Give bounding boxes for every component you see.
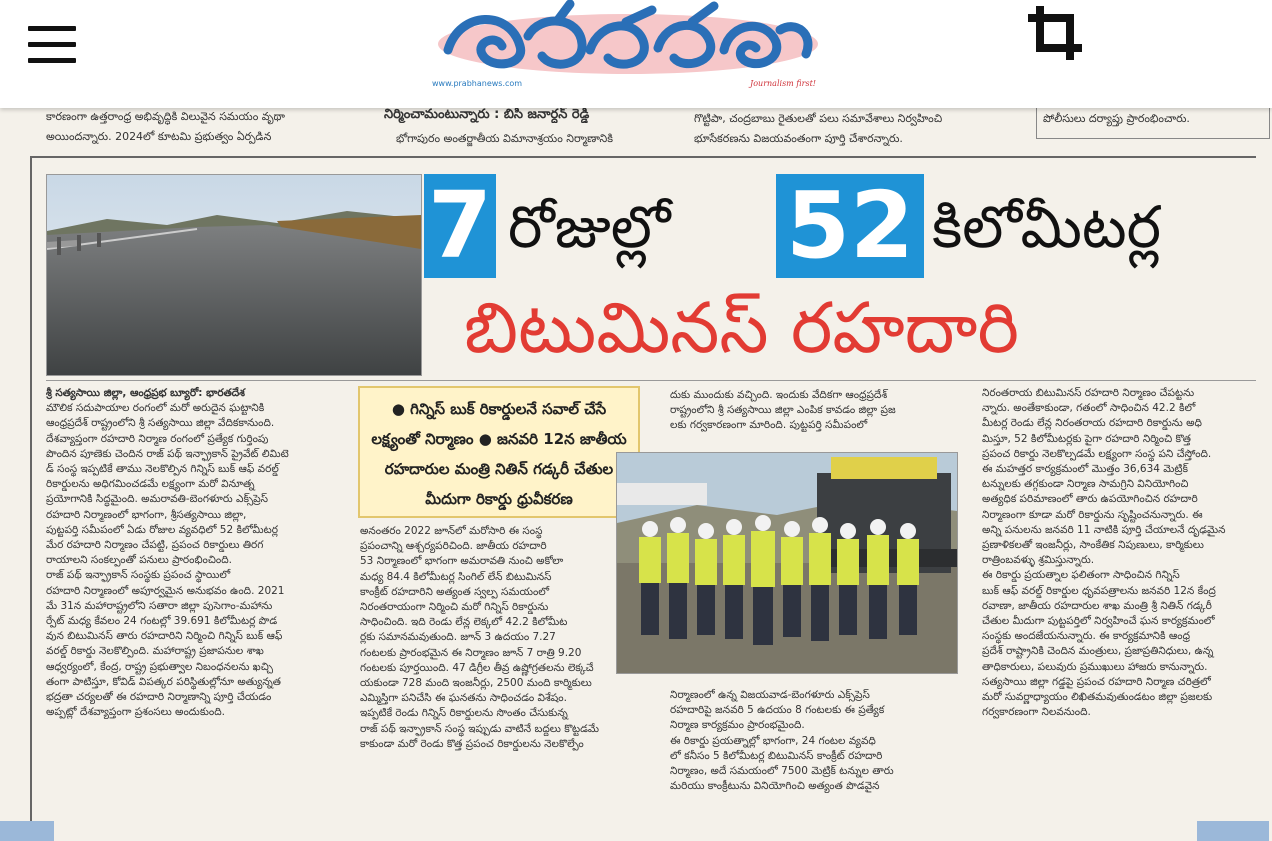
- column1-line: ఆధ్వర్యంలో, కేంద్ర, రాష్ట్ర ప్రభుత్వాల నిబంధనలను ఖచ్చి: [46, 660, 273, 673]
- column4-line: రవాణా, జాతీయ రహదారుల శాఖ మంత్రి శ్రీ నితిన్ గడ్కరీ: [982, 599, 1212, 612]
- app-header: [0, 0, 1272, 108]
- column1-line: పొందిన పూణెకు చెందిన రాజ్ పథ్ ఇన్ఫ్రాకాన్ ప్రైవేట్ లిమిటె: [46, 447, 289, 460]
- column4-line: చేతుల మీదుగా పుట్టపర్తిలో నిర్వహించే ఘన కార్యక్రమంలో: [982, 615, 1215, 628]
- column1-line: మౌలిక సదుపాయాల రంగంలో మరో అరుదైన ఘట్టానికి: [46, 402, 265, 415]
- crop-icon[interactable]: [1024, 2, 1088, 66]
- column1-line: వున బిటుమినస్ తారు రహదారిని నిర్మించి గిన్నిస్ బుక్ ఆఫ్: [46, 630, 283, 643]
- article-column-4: [982, 386, 1258, 826]
- logo-mark-icon: [430, 0, 826, 80]
- newspaper-page-image: [0, 108, 1272, 841]
- column1-line: శ్రీ సత్యసాయి జిల్లా, ఆంధ్రప్రభ బ్యూరో: భారతదేశ: [46, 387, 245, 399]
- column4-line: బుక్ ఆఫ్ వరల్డ్ రికార్డుల ధృవపత్రాలను జనవరి 12న కేంద్ర: [982, 584, 1216, 597]
- column2-line: గంటలకు ప్రారంభమైన ఈ నిర్మాణం జూన్ 7 రాత్రి 9.20: [360, 646, 582, 659]
- column4-line: అత్యధిక పరిమాణంలో తారు ఉపయోగించిన రహదారి: [982, 493, 1198, 506]
- top-right-snippet-1: గొట్టిపా, చంద్రబాబు రైతులతో పలు సమావేశాలు నిర్వహించి: [694, 112, 943, 125]
- section-divider: [30, 156, 1256, 158]
- column4-line: సంస్థకు అందజేయనున్నారు. ఈ కార్యక్రమానికి ఆంధ్ర: [982, 630, 1190, 643]
- column1-line: ప్రయోగానికి సిద్ధమైంది. అమరావతి-బెంగళూరు ఎక్స్‌ప్రెస్: [46, 493, 269, 506]
- top-left-snippet-1: కారణంగా ఉత్తరాంధ్ర అభివృద్ధికి విలువైన సమయం వృథా: [46, 110, 285, 123]
- column4-line: ప్రపంచ రికార్డు నెలకొల్పడమే లక్ష్యంగా సంస్థ పని చేస్తోంది.: [982, 447, 1212, 460]
- column3-line: రహదారిపై జనవరి 5 ఉదయం 8 గంటలకు ఈ ప్రత్యేక: [670, 704, 885, 717]
- top-left-snippet-2: అయిందన్నారు. 2024లో కూటమి ప్రభుత్వం ఏర్పడిన: [46, 130, 272, 143]
- right-edge-handle[interactable]: [1197, 821, 1269, 841]
- column2-line: కాకుండా మరో రెండు కొత్త ప్రపంచ రికార్డులను నెలకొల్పేం: [360, 737, 584, 750]
- column3-line: లకు గర్వకారణంగా మారింది. పుట్టపర్తి సమీపంలో: [670, 419, 868, 432]
- column2-line: ర్లకు సమానమవుతుంది. జూన్ 3 ఉదయం 7.27: [360, 631, 556, 644]
- callout-line: లక్ష్యంతో నిర్మాణం ● జనవరి 12న జాతీయ: [371, 430, 627, 448]
- column2-line: ప్రపంచాన్ని ఆశ్చర్యపరిచింది. జాతీయ రహదారి: [360, 540, 547, 553]
- column2-line: సాధించింది. ఇది రెండు లేన్ల లెక్కలో 42.2 కిలోమీట: [360, 616, 568, 629]
- highlight-callout-box: [358, 386, 640, 518]
- top-right-snippet-2: భూసేకరణను విజయవంతంగా పూర్తి చేశారన్నారు.: [694, 132, 903, 145]
- column2-line: 53 నిర్మాణంలో భాగంగా అమరావతి నుంచి అకోలా: [360, 555, 564, 568]
- column3-line: మరియు కాంక్రీటును వినియోగించి అత్యంత పొడవైన: [670, 780, 880, 793]
- column4-line: గర్వకారణంగా నిలవనుంది.: [982, 706, 1091, 719]
- road-photo: [46, 174, 422, 376]
- logo-url: www.prabhanews.com: [432, 79, 523, 88]
- article-column-3-top: [670, 388, 970, 448]
- headline-text-days: రోజుల్లో: [508, 193, 671, 261]
- column2-line: నిరంతరాయంగా నిర్మించి మరో గిన్నిస్ రికార్డును: [360, 601, 549, 614]
- left-column-rule: [30, 156, 32, 841]
- headline-text-km: కిలోమీటర్ల: [932, 193, 1162, 261]
- headline-number-days: 7: [424, 174, 496, 278]
- column4-line: ప్రణాళికలతో ఇంజనీర్లు, సాంకేతిక నిపుణులు, కార్మికులు: [982, 539, 1204, 552]
- column4-line: నిరంతరాయ బిటుమినస్ రహదారి నిర్మాణం చేపట్టను: [982, 387, 1195, 399]
- headline-line2: బిటుమినస్ రహదారి: [464, 287, 1019, 369]
- column3-line: రాష్ట్రంలోని శ్రీ సత్యసాయి జిల్లా ఎంపిక కావడం జిల్లా ప్రజ: [670, 404, 896, 417]
- column3-line: నిర్మాణం, అదే సమయంలో 7500 మెట్రిక్ టన్నుల తారు: [670, 765, 894, 778]
- newspaper-logo: [430, 0, 826, 92]
- column4-line: మరో సువర్ణాధ్యాయం లిఖితమవుతుండటం జిల్లా ప్రజలకు: [982, 691, 1213, 704]
- column4-line: ఈ మహత్తర కార్యక్రమంలో మొత్తం 36,634 మెట్రిక్: [982, 463, 1189, 476]
- column4-line: న్నారు. అంతేకాకుండా, గతంలో సాధించిన 42.2 కిలో: [982, 402, 1196, 415]
- column3-line: లో కనీసం 5 కిలోమీటర్ల బిటుమినస్ కాంక్రీట్ రహదారి: [670, 749, 883, 762]
- column2-line: గంటలకు పూర్తయింది. 47 డిగ్రీల తీవ్ర ఉష్ణోగ్రతలను లెక్కచే: [360, 661, 594, 674]
- headline-divider: [46, 380, 1256, 381]
- headline: [420, 170, 1272, 380]
- callout-line: రహదారుల మంత్రి నితిన్ గడ్కరీ చేతుల: [384, 460, 614, 478]
- column1-line: అప్పట్లో దేశవ్యాప్తంగా ప్రశంసలు అందుకుంది.: [46, 706, 226, 719]
- column3-line: నిర్మాణ కార్యక్రమం ప్రారంభమైంది.: [670, 719, 805, 732]
- column2-line: రాజ్ పథ్ ఇన్ఫ్రాకాన్ సంస్థ ఇప్పుడు వాటినే బద్దలు కొట్టడమే: [360, 722, 599, 735]
- column4-line: మీటర్ల రెండు లేన్ల నిరంతరాయ రహదారి రికార్డును అధి: [982, 417, 1202, 430]
- callout-line: మీదుగా రికార్డు ధ్రువీకరణ: [425, 490, 573, 508]
- column1-line: రహదారి నిర్మాణంలో అపూర్వమైన అనుభవం ఉంది. 2021: [46, 584, 285, 597]
- column1-line: రహదారి నిర్మాణంలో భాగంగా, శ్రీసత్యసాయి జిల్లా,: [46, 508, 247, 521]
- column3-line: దుకు ముందుకు వచ్చింది. ఇందుకు వేదికగా ఆంధ్రప్రదేశ్: [670, 389, 888, 401]
- column4-line: అన్ని పనులను జనవరి 11 నాటికి పూర్తి చేయాలనే దృఢమైన: [982, 523, 1226, 536]
- column1-line: ఆంధ్రప్రదేశ్ రాష్ట్రంలోని శ్రీ సత్యసాయి జిల్లా వేదికకానుంది.: [46, 417, 275, 430]
- column4-line: నిర్మాణంగా కూడా మరో రికార్డును సృష్టించనున్నారు. ఈ: [982, 508, 1203, 521]
- column1-line: మే 31న మహారాష్ట్రలోని సతారా జిల్లా పుసెగాం-మహాను: [46, 599, 273, 612]
- column4-line: ప్రదేశ్ రాష్ట్రానికి చెందిన మంత్రులు, ప్రజాప్రతినిధులు, ఉన్న: [982, 645, 1214, 658]
- column1-line: భద్రతా చర్యలతో ఈ రహదారి నిర్మాణాన్ని పూర్తి చేయడం: [46, 691, 272, 704]
- headline-number-km: 52: [776, 174, 924, 278]
- column3-line: నిర్మాణంలో ఉన్న విజయవాడ-బెంగళూరు ఎక్స్‌ప్రెస్: [670, 689, 870, 701]
- column1-line: రాయాలని సంకల్పంతో పనులు ప్రారంభించింది.: [46, 554, 232, 567]
- left-edge-handle[interactable]: [0, 821, 54, 841]
- logo-tagline: Journalism first!: [750, 79, 816, 88]
- column4-line: ఈ రికార్డు ప్రయత్నాల ఫలితంగా సాధించిన గిన్నిస్: [982, 569, 1180, 582]
- column1-line: దేశవ్యాప్తంగా రహదారి నిర్మాణ రంగంలో ప్రత్యేక గుర్తింపు: [46, 432, 269, 445]
- column2-line: అనంతరం 2022 జూన్‌లో మరోసారి ఈ సంస్థ: [360, 525, 543, 537]
- column2-line: ఇప్పటికే రెండు గిన్నిస్ రికార్డులను సొంతం చేసుకున్న: [360, 707, 568, 720]
- top-far-right-box: పోలీసులు దర్యాప్తు ప్రారంభించారు.: [1036, 108, 1270, 139]
- column2-line: యకుండా 728 మంది ఇంజనీర్లు, 2500 మంది కార్మికులు: [360, 677, 592, 690]
- column1-line: వరల్డ్ రికార్డు నెలకొల్పింది. మహారాష్ట్ర ప్రజాపనుల శాఖ: [46, 645, 264, 658]
- column1-line: పుట్టపర్తి సమీపంలో ఏడు రోజుల వ్యవధిలో 52 కిలోమీటర్ల: [46, 523, 278, 536]
- column3-line: ఈ రికార్డు ప్రయత్నాల్లో భాగంగా, 24 గంటల వ్యవధి: [670, 734, 876, 747]
- team-photo: [616, 452, 958, 674]
- column4-line: మిస్తూ, 52 కిలోమీటర్లకు పైగా రహదారి నిర్మించి కొత్త: [982, 432, 1191, 445]
- column1-line: డ్ సంస్థ ఇప్పటికే తాము నెలకొల్పిన గిన్నిస్ బుక్ ఆఫ్ వరల్డ్: [46, 463, 279, 476]
- column2-line: కాంక్రీట్ రహదారిని అత్యంత స్వల్ప సమయంలో: [360, 585, 550, 598]
- column2-line: మధ్య 84.4 కిలోమీటర్ల సింగిల్ లేన్ బిటుమినస్: [360, 570, 552, 583]
- article-column-3-bottom: [670, 688, 970, 828]
- column1-line: రికార్డులను అధిగమించడమే లక్ష్యంగా మరో వినూత్న: [46, 478, 255, 491]
- article-column-2: [360, 524, 652, 824]
- top-mid-snippet: భోగాపురం అంతర్జాతీయ విమానాశ్రయం నిర్మాణానికి: [396, 132, 614, 145]
- column4-line: టన్నులకు తగ్గకుండా నిర్మాణ సామగ్రిని వినియోగించి: [982, 478, 1189, 491]
- column4-line: రాత్రింబవళ్ళు శ్రమిస్తున్నారు.: [982, 554, 1095, 567]
- column4-line: తాధికారులు, పలువురు ప్రముఖులు హాజరు కానున్నారు.: [982, 660, 1208, 673]
- callout-line: ● గిన్నిస్ బుక్ రికార్డులనే సవాల్ చేసే: [391, 400, 607, 418]
- column1-line: ర్పేట్ మధ్య కేవలం 24 గంటల్లో 39.691 కిలోమీటర్ల పొడ: [46, 615, 278, 628]
- article-column-1: [46, 386, 348, 836]
- hamburger-menu-icon[interactable]: [28, 26, 78, 64]
- column4-line: సత్యసాయి జిల్లా గడ్డపై ప్రపంచ రహదారి నిర్మాణ చరిత్రలో: [982, 675, 1211, 688]
- column1-line: మేర రహదారి నిర్మాణం చేపట్టి, ప్రపంచ రికార్డులు తిరగ: [46, 539, 264, 552]
- column1-line: రాజ్ పథ్ ఇన్ఫ్రాకాన్ సంస్థకు ప్రపంచ స్థాయిలో: [46, 569, 231, 582]
- column1-line: తంగా పాటిస్తూ, కోవిడ్ విపత్కర పరిస్థితుల్లోనూ అత్యున్నత: [46, 675, 281, 688]
- top-mid-title: నిర్మించామంటున్నారు : బిసి జనార్దన్ రెడ్డి: [384, 108, 590, 122]
- column2-line: ఎమ్మిస్తిగా పనిచేసి ఈ ఘనతను సాధించడం విశేషం.: [360, 692, 567, 705]
